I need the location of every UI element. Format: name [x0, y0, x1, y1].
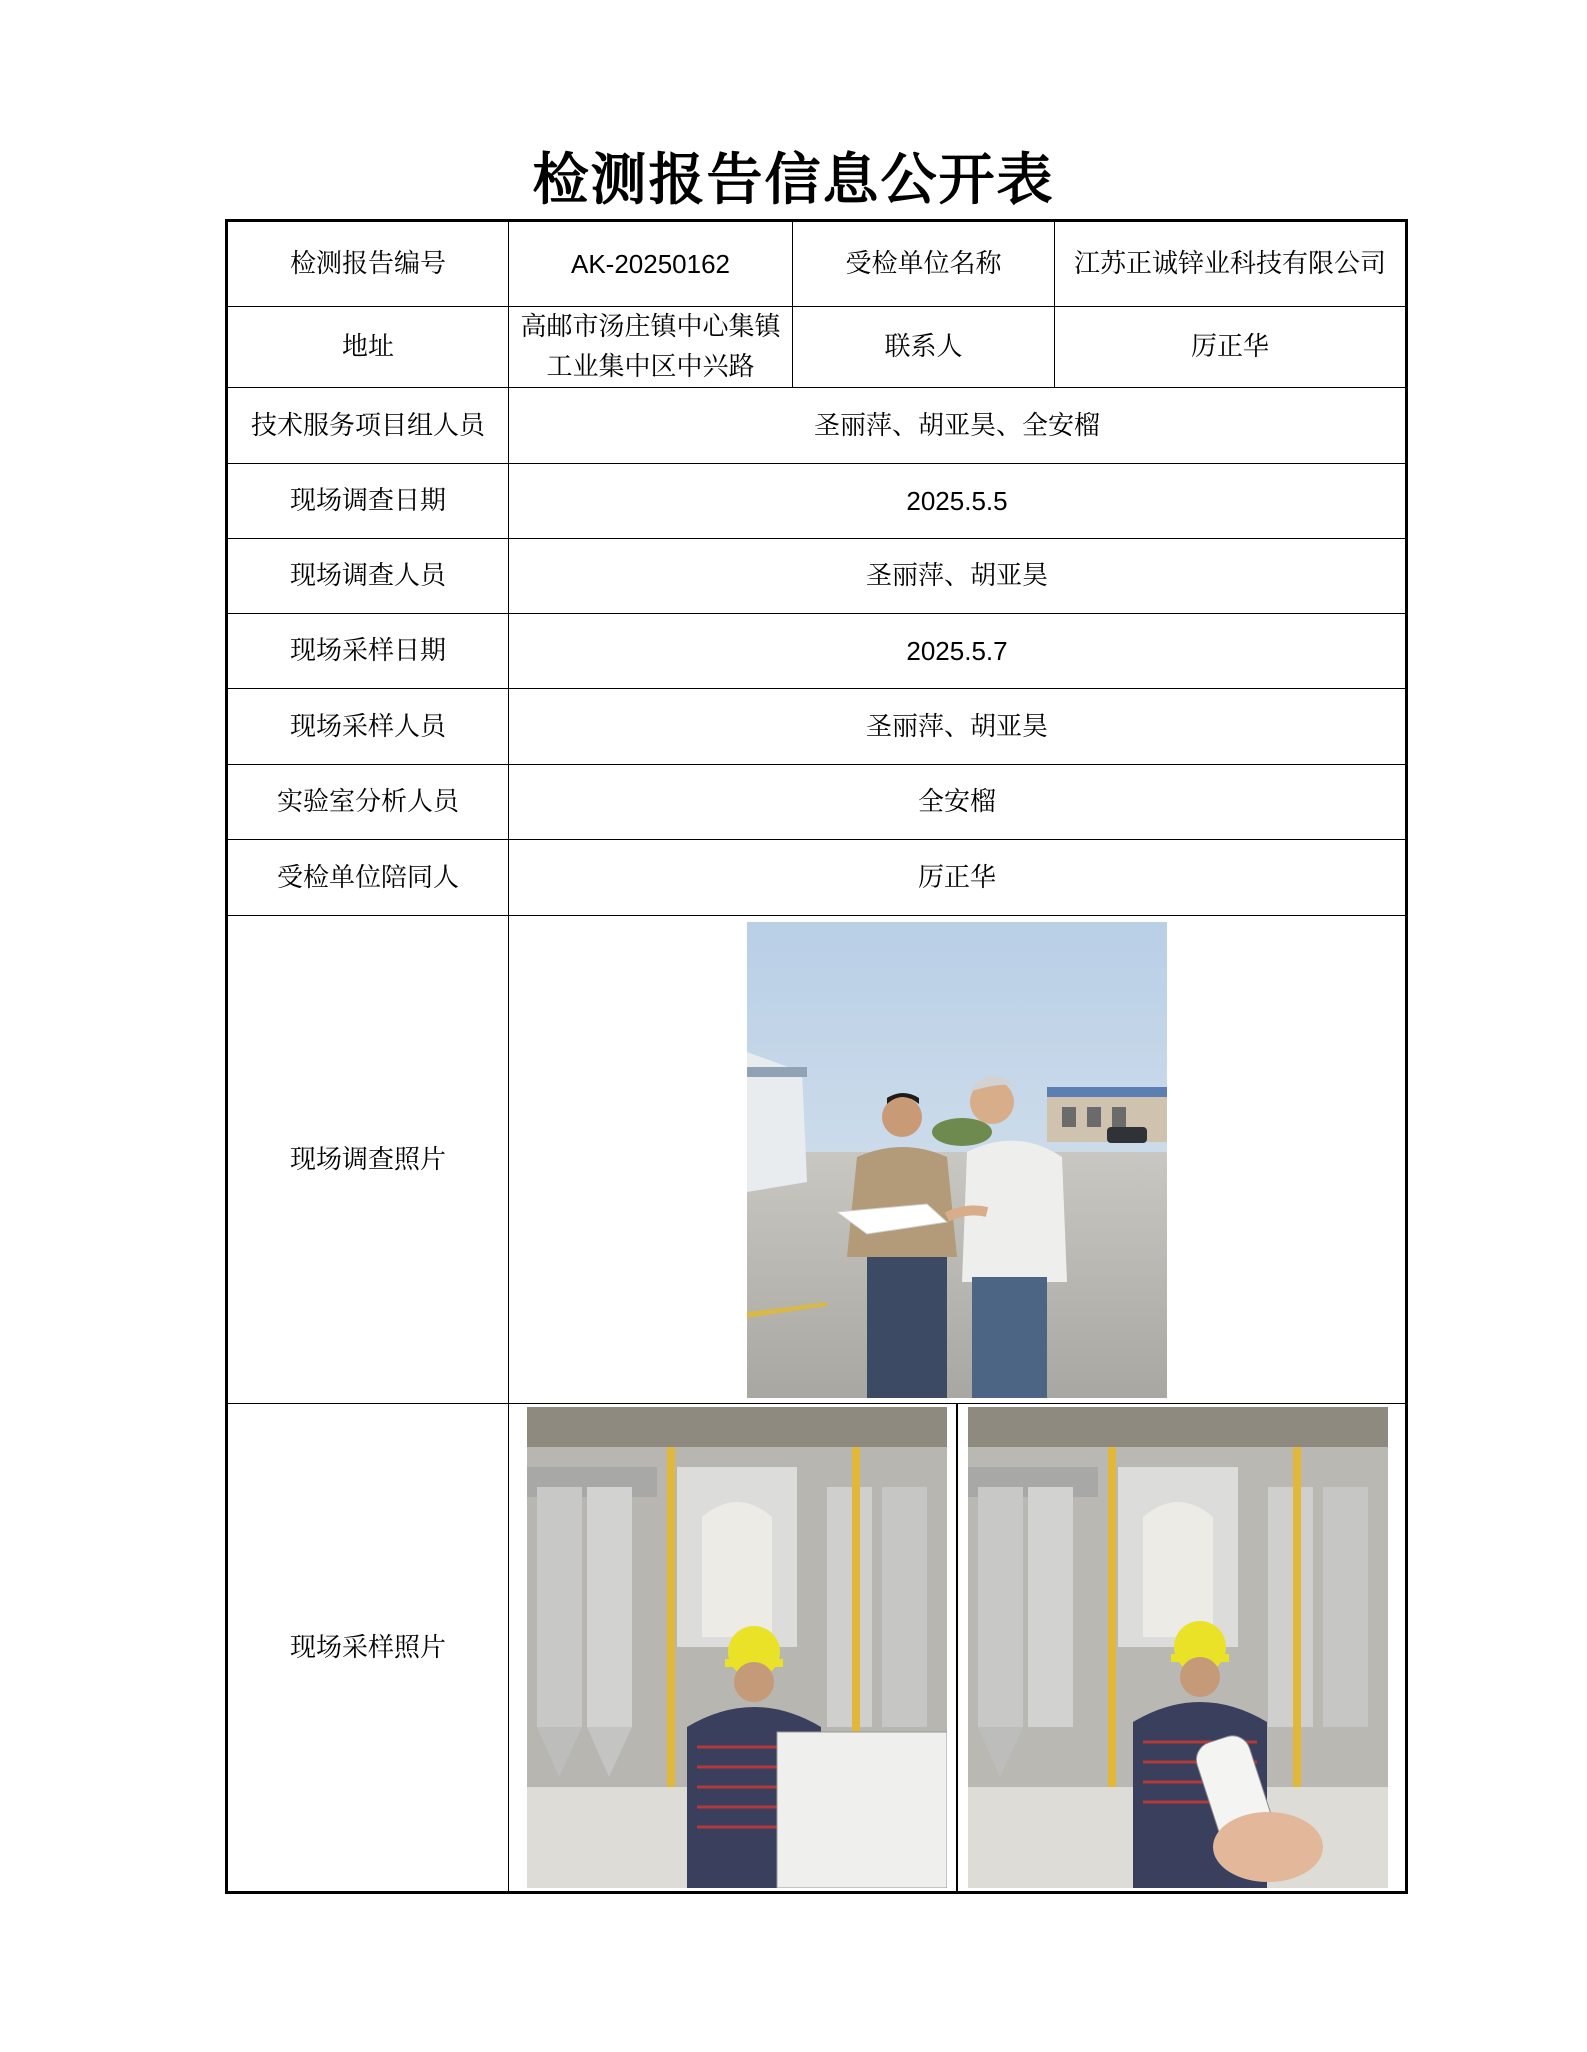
survey-date-value: 2025.5.5	[509, 464, 1407, 539]
sampling-photo-1-image	[527, 1407, 947, 1888]
survey-date-label: 现场调查日期	[227, 464, 509, 539]
table-row	[227, 307, 1407, 388]
table-row	[227, 221, 1407, 307]
sampling-photo-2	[968, 1407, 1388, 1888]
sampling-photos	[517, 1404, 1397, 1891]
survey-photo-image	[747, 922, 1167, 1398]
sampling-staff-value: 圣丽萍、胡亚昊	[509, 689, 1407, 765]
sampling-date-value: 2025.5.7	[509, 614, 1407, 689]
survey-photo	[747, 922, 1167, 1398]
address-label: 地址	[227, 307, 509, 388]
sampling-date-label: 现场采样日期	[227, 614, 509, 689]
escort-label: 受检单位陪同人	[227, 840, 509, 916]
unit-name-label: 受检单位名称	[793, 221, 1055, 307]
survey-photo-cell	[509, 916, 1407, 1404]
team-label: 技术服务项目组人员	[227, 388, 509, 464]
table-row	[227, 1404, 1407, 1893]
sampling-photo-2-frame	[956, 1404, 1397, 1891]
table-row	[227, 388, 1407, 464]
page-title: 检测报告信息公开表	[532, 147, 1055, 213]
lab-staff-value: 全安榴	[509, 765, 1407, 840]
survey-photo-label: 现场调查照片	[227, 916, 509, 1404]
contact-label: 联系人	[793, 307, 1055, 388]
sampling-photo-2-image	[968, 1407, 1388, 1888]
table-row	[227, 916, 1407, 1404]
table-row	[227, 840, 1407, 916]
sampling-staff-label: 现场采样人员	[227, 689, 509, 765]
sampling-photos-cell	[509, 1404, 1407, 1893]
sampling-photo-label: 现场采样照片	[227, 1404, 509, 1893]
team-value: 圣丽萍、胡亚昊、全安榴	[509, 388, 1407, 464]
table-row	[227, 464, 1407, 539]
contact-value: 厉正华	[1055, 307, 1407, 388]
survey-staff-label: 现场调查人员	[227, 539, 509, 614]
address-value: 高邮市汤庄镇中心集镇工业集中区中兴路	[509, 307, 793, 388]
lab-staff-label: 实验室分析人员	[227, 765, 509, 840]
table-row	[227, 765, 1407, 840]
table-row	[227, 689, 1407, 765]
info-table	[225, 219, 1408, 1894]
survey-staff-value: 圣丽萍、胡亚昊	[509, 539, 1407, 614]
escort-value: 厉正华	[509, 840, 1407, 916]
report-no-value: AK-20250162	[509, 221, 793, 307]
report-no-label: 检测报告编号	[227, 221, 509, 307]
sampling-photo-1	[527, 1407, 947, 1888]
table-row	[227, 614, 1407, 689]
unit-name-value: 江苏正诚锌业科技有限公司	[1055, 221, 1407, 307]
sampling-photo-1-frame	[517, 1404, 956, 1891]
table-row	[227, 539, 1407, 614]
